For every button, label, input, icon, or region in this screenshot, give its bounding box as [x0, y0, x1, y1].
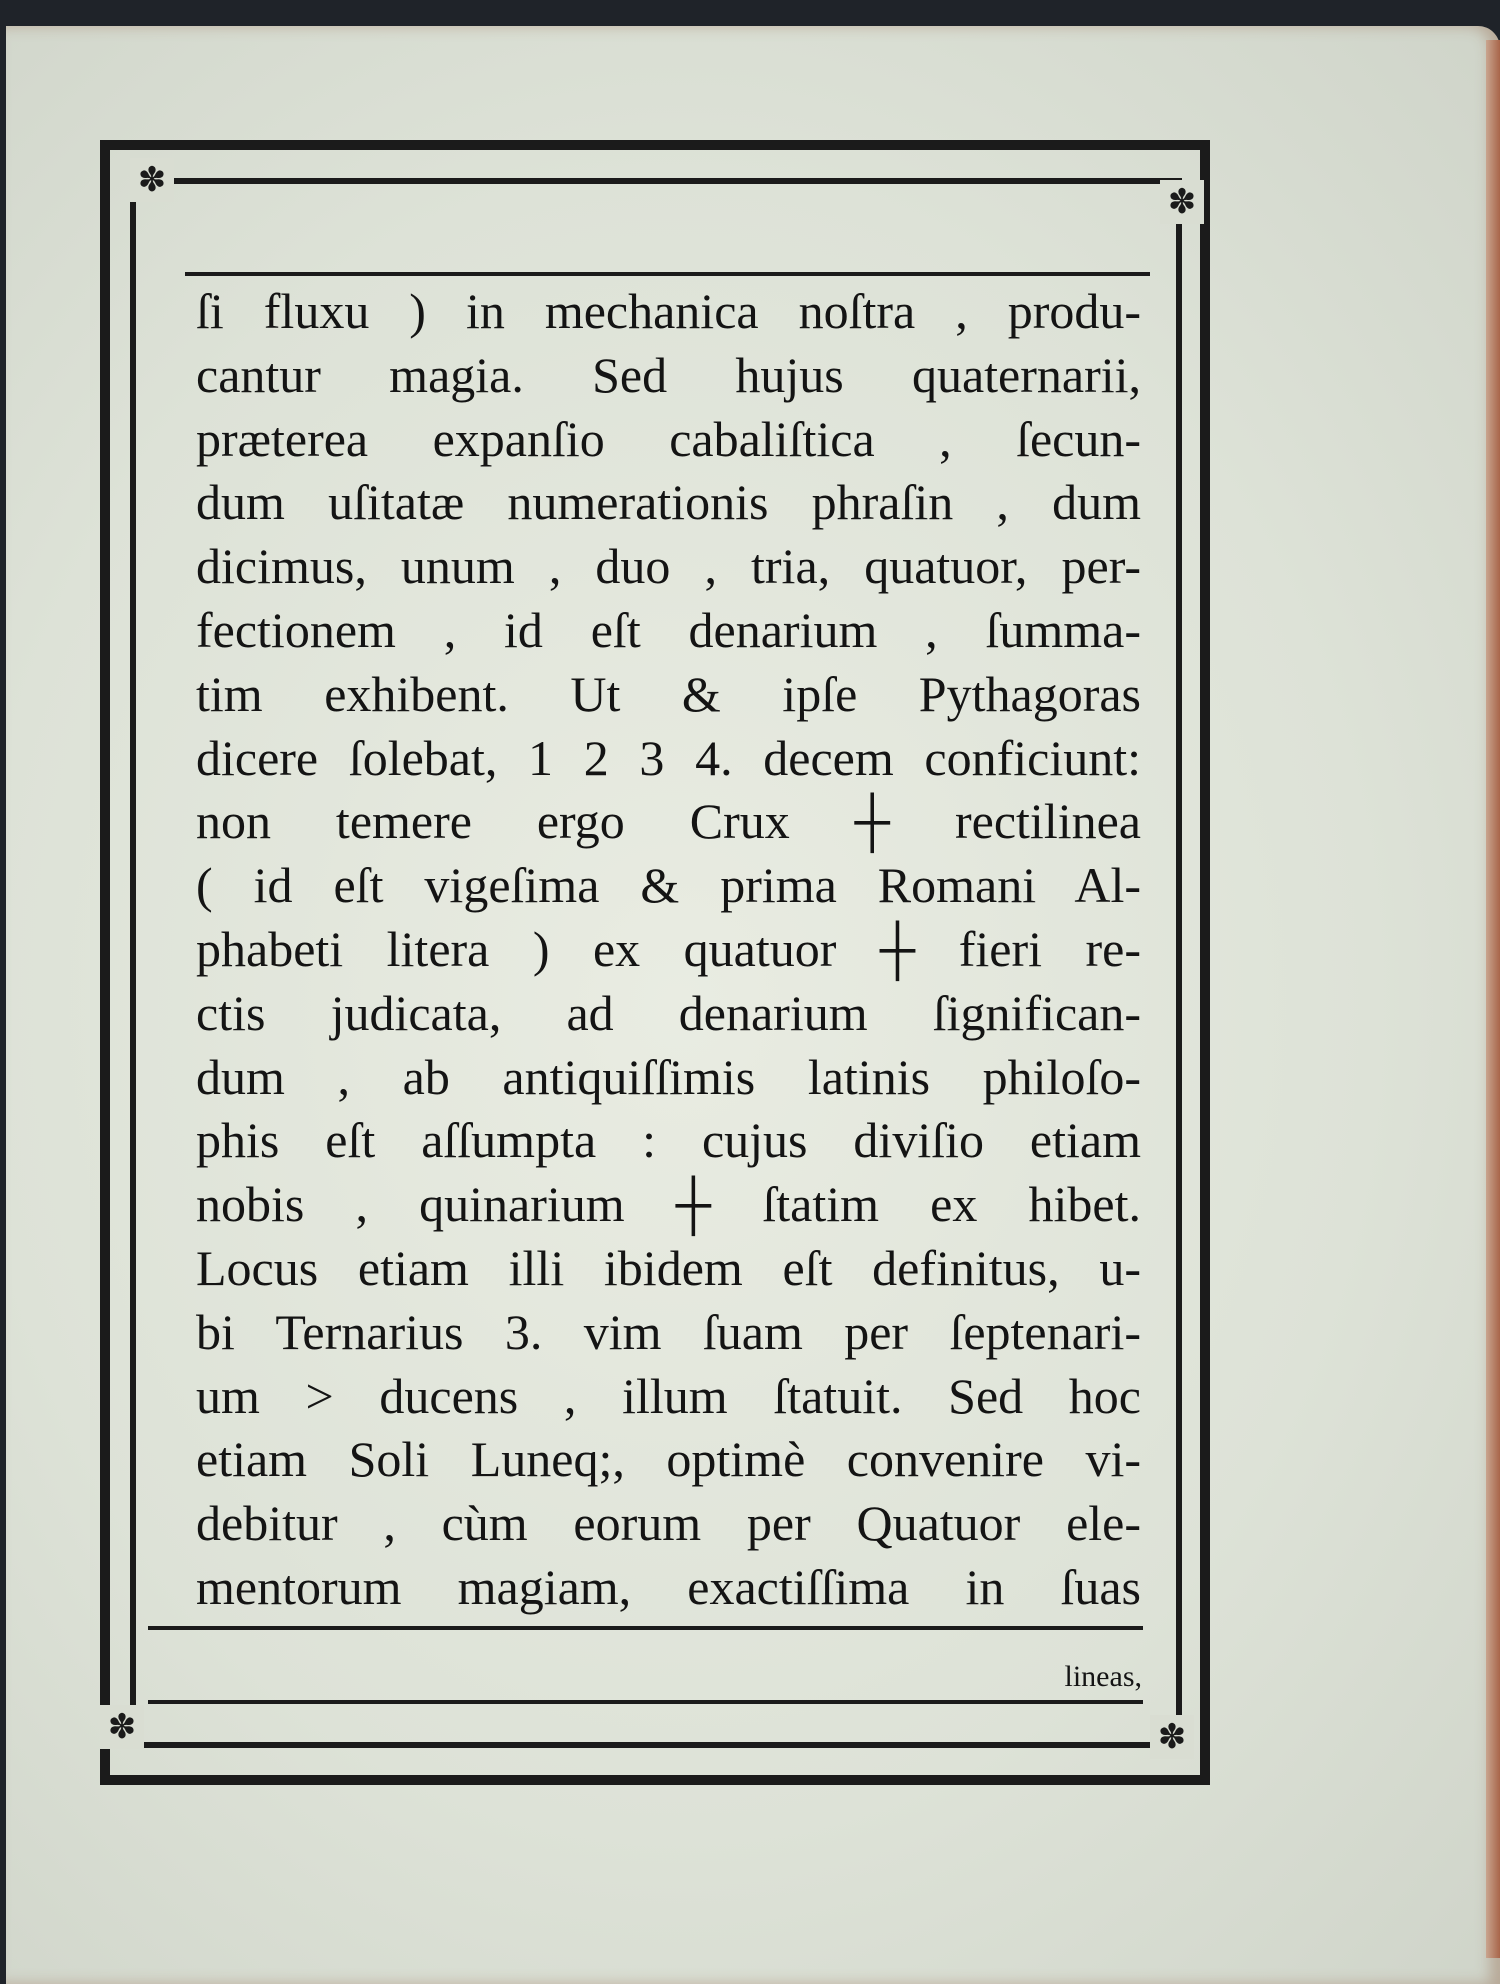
- text-line: um > ducens , illum ſtatuit. Sed hoc: [196, 1367, 1141, 1424]
- text-line: phis eſt aſſumpta : cujus diviſio etiam: [196, 1112, 1141, 1169]
- text-line: non temere ergo Crux ┼ rectilinea: [196, 793, 1141, 850]
- catchword: lineas,: [1064, 1660, 1142, 1693]
- top-rule: [185, 272, 1150, 276]
- text-line: præterea expanſio cabaliſtica , ſecun-: [196, 410, 1141, 467]
- lower-rule: [148, 1700, 1143, 1704]
- bottom-rule: [148, 1626, 1143, 1630]
- text-line: bi Ternarius 3. vim ſuam per ſeptenari-: [196, 1303, 1141, 1360]
- text-line: ( id eſt vigeſima & prima Romani Al-: [196, 857, 1141, 914]
- text-line: fectionem , id eſt denarium , ſumma-: [196, 601, 1141, 658]
- text-line: debitur , cùm eorum per Quatuor ele-: [196, 1495, 1141, 1552]
- body-text: [196, 280, 1141, 1620]
- text-line: etiam Soli Luneq;, optimè convenire vi-: [196, 1431, 1141, 1488]
- text-line: tim exhibent. Ut & ipſe Pythagoras: [196, 665, 1141, 722]
- corner-ornament-icon: ✽: [1150, 1715, 1194, 1759]
- text-line: dicere ſolebat, 1 2 3 4. decem conficiunt:: [196, 729, 1141, 786]
- text-line: nobis , quinarium ┼ ſtatim ex hibet.: [196, 1176, 1141, 1233]
- corner-ornament-icon: ✽: [130, 158, 174, 202]
- text-line: cantur magia. Sed hujus quaternarii,: [196, 346, 1141, 403]
- text-line: Locus etiam illi ibidem eſt definitus, u-: [196, 1239, 1141, 1296]
- page-edge: [1486, 40, 1500, 1958]
- text-line: ſi fluxu ) in mechanica noſtra , produ-: [196, 283, 1141, 339]
- text-line: dicimus, unum , duo , tria, quatuor, per-: [196, 538, 1141, 595]
- text-line: dum , ab antiquiſſimis latinis philoſo-: [196, 1048, 1141, 1105]
- corner-ornament-icon: ✽: [1160, 180, 1204, 224]
- text-line: dum uſitatæ numerationis phraſin , dum: [196, 474, 1141, 531]
- text-line: phabeti litera ) ex quatuor ┼ fieri re-: [196, 920, 1141, 977]
- text-line: mentorum magiam, exactiſſima in ſuas: [196, 1558, 1141, 1615]
- text-line: ctis judicata, ad denarium ſignifican-: [196, 984, 1141, 1041]
- corner-ornament-icon: ✽: [100, 1705, 144, 1749]
